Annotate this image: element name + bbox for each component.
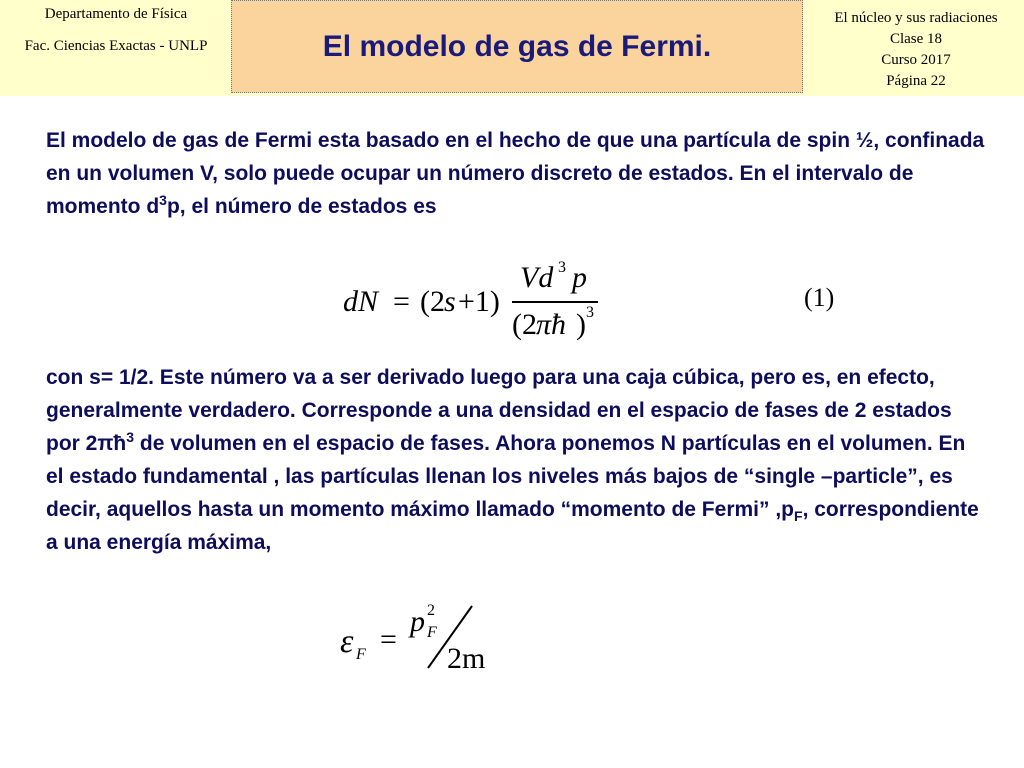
eq2-denominator: 2m bbox=[447, 642, 486, 675]
eq2-epsilon-subscript: F bbox=[356, 646, 366, 663]
eq2-equals: = bbox=[380, 623, 397, 656]
class-number: Clase 18 bbox=[889, 31, 943, 47]
slide-header bbox=[0, 0, 1024, 96]
eq1-number: (1) bbox=[804, 283, 835, 312]
eq2-epsilon: ε bbox=[340, 623, 354, 660]
faculty-label: Fac. Ciencias Exactas - UNLP bbox=[24, 38, 208, 54]
eq1-lhs: dN bbox=[343, 285, 379, 318]
eq1-fraction-bar bbox=[512, 301, 598, 303]
explanation-superscript: 3 bbox=[126, 429, 135, 445]
explanation-text-end: , correspondiente a una energía máxima, bbox=[46, 498, 979, 554]
explanation-subscript: F bbox=[794, 508, 803, 525]
eq2-p-subscript: F bbox=[427, 624, 437, 641]
header-course-info bbox=[808, 8, 1024, 92]
explanation-text: con s= 1/2. Este número va a ser derivado luego para una caja cúbica, pero es, en efecto, generalmente verdadero. Corresponde a una densidad en el espacio de fases de 2 estados por 2πħ bbox=[46, 366, 952, 455]
course-year: Curso 2017 bbox=[881, 52, 951, 68]
intro-superscript: 3 bbox=[159, 192, 167, 208]
eq1-numerator-p: p bbox=[572, 261, 587, 294]
eq1-numerator-exponent: 3 bbox=[558, 259, 566, 276]
course-name: El núcleo y sus radiaciones bbox=[834, 10, 998, 26]
eq1-denominator-close: ) bbox=[576, 308, 586, 341]
eq2-p-exponent: 2 bbox=[427, 602, 435, 619]
eq2-p: p bbox=[410, 605, 425, 638]
eq1-spin: s bbox=[444, 285, 456, 318]
eq1-denominator-exponent: 3 bbox=[586, 304, 594, 321]
eq1-pi-hbar: πħ bbox=[536, 308, 567, 341]
header-institution bbox=[0, 0, 232, 96]
eq1-numerator: Vd bbox=[520, 261, 554, 294]
intro-paragraph bbox=[46, 124, 986, 223]
intro-text: El modelo de gas de Fermi esta basado en el hecho de que una partícula de spin ½, confinada en un volumen V, solo puede ocupar un número discreto de estados. En el intervalo de momento d bbox=[46, 129, 985, 218]
department-label: Departamento de Física bbox=[44, 6, 188, 22]
eq1-factor-open: (2 bbox=[420, 285, 445, 318]
eq1-factor-close: +1) bbox=[458, 285, 500, 318]
eq1-denominator-open: (2 bbox=[512, 308, 537, 341]
intro-text-end: p, el número de estados es bbox=[166, 195, 437, 218]
eq1-equals: = bbox=[393, 285, 410, 318]
page-number: Página 22 bbox=[886, 73, 946, 89]
explanation-text-mid: de volumen en el espacio de fases. Ahora ponemos N partículas en el volumen. En el estado fundamental , las partículas llenan los niveles más bajos de “single –particle”, es decir, aquellos hasta un momento máximo llamado “momento de Fermi” ,p bbox=[46, 432, 966, 521]
explanation-paragraph bbox=[46, 361, 986, 559]
slide-title: El modelo de gas de Fermi. bbox=[231, 0, 803, 93]
